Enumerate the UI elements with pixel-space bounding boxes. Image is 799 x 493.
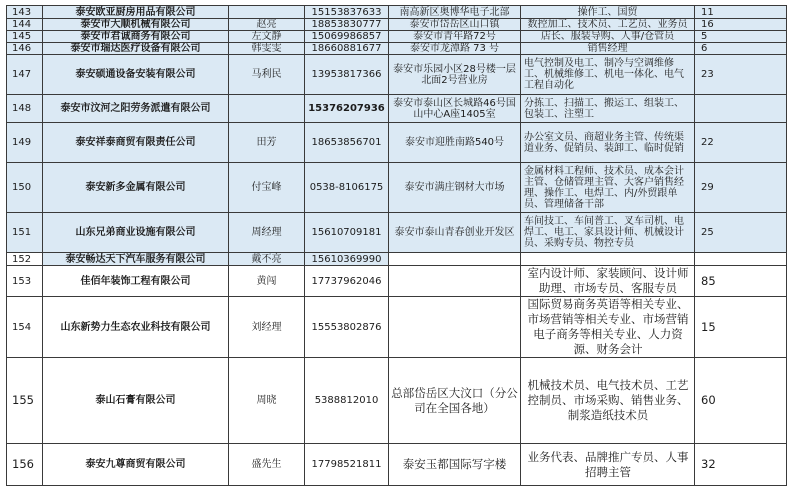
table-row bbox=[7, 95, 787, 123]
row-number: 154 bbox=[7, 297, 43, 358]
phone-number: 17798521811 bbox=[305, 444, 389, 486]
row-number: 145 bbox=[7, 31, 43, 43]
job-positions: 国际贸易商务英语等相关专业、市场营销等相关专业、市场营销电子商务等相关专业、人力资源、财务会计 bbox=[521, 297, 695, 358]
row-number: 155 bbox=[7, 358, 43, 444]
phone-number: 18853830777 bbox=[305, 19, 389, 31]
contact-person bbox=[229, 95, 305, 123]
company-address: 泰安市岱岳区山口镇 bbox=[389, 19, 521, 31]
company-name: 泰安新多金属有限公司 bbox=[43, 163, 229, 213]
company-name: 泰安市君诚商务有限公司 bbox=[43, 31, 229, 43]
company-address bbox=[389, 266, 521, 297]
table-row bbox=[7, 55, 787, 95]
company-name: 泰安硕通设备安装有限公司 bbox=[43, 55, 229, 95]
recruitment-table bbox=[6, 5, 787, 486]
contact-person: 付宝峰 bbox=[229, 163, 305, 213]
company-address: 总部岱岳区大汶口（分公司在全国各地） bbox=[389, 358, 521, 444]
phone-number: 13953817366 bbox=[305, 55, 389, 95]
table-row bbox=[7, 19, 787, 31]
row-number: 151 bbox=[7, 213, 43, 253]
table-row bbox=[7, 444, 787, 486]
company-name: 泰安欧亚厨房用品有限公司 bbox=[43, 6, 229, 19]
phone-number: 15610369990 bbox=[305, 253, 389, 266]
company-address: 泰安市泰山青春创业开发区 bbox=[389, 213, 521, 253]
phone-number: 17737962046 bbox=[305, 266, 389, 297]
contact-person: 周晓 bbox=[229, 358, 305, 444]
phone-number: 15376207936 bbox=[305, 95, 389, 123]
job-positions: 电气控制及电工、制冷与空调维修工、机械维修工、机电一体化、电气工程自动化 bbox=[521, 55, 695, 95]
table-row bbox=[7, 358, 787, 444]
contact-person: 韩雯雯 bbox=[229, 43, 305, 55]
hiring-count: 5 bbox=[695, 31, 787, 43]
row-number: 150 bbox=[7, 163, 43, 213]
company-name: 山东兄弟商业设施有限公司 bbox=[43, 213, 229, 253]
job-positions: 店长、服装导购、人事/仓管员 bbox=[521, 31, 695, 43]
hiring-count: 6 bbox=[695, 43, 787, 55]
company-name: 佳佰年装饰工程有限公司 bbox=[43, 266, 229, 297]
company-name: 泰安市瑞达医疗设备有限公司 bbox=[43, 43, 229, 55]
job-positions: 分拣工、扫描工、搬运工、组装工、包装工、注塑工 bbox=[521, 95, 695, 123]
hiring-count: 23 bbox=[695, 55, 787, 95]
table-row bbox=[7, 253, 787, 266]
hiring-count: 85 bbox=[695, 266, 787, 297]
hiring-count: 32 bbox=[695, 444, 787, 486]
job-positions bbox=[521, 253, 695, 266]
row-number: 156 bbox=[7, 444, 43, 486]
job-positions: 业务代表、品牌推广专员、人事招聘主管 bbox=[521, 444, 695, 486]
phone-number: 15069986857 bbox=[305, 31, 389, 43]
table-row bbox=[7, 123, 787, 163]
row-number: 144 bbox=[7, 19, 43, 31]
company-address: 泰安市泰山区长城路46号国山中心A座1405室 bbox=[389, 95, 521, 123]
hiring-count: 29 bbox=[695, 163, 787, 213]
contact-person: 黄闯 bbox=[229, 266, 305, 297]
hiring-count: 60 bbox=[695, 358, 787, 444]
company-address: 泰安市乐园小区28号楼一层北面2号营业房 bbox=[389, 55, 521, 95]
hiring-count bbox=[695, 253, 787, 266]
contact-person: 盛先生 bbox=[229, 444, 305, 486]
phone-number: 5388812010 bbox=[305, 358, 389, 444]
job-positions: 销售经理 bbox=[521, 43, 695, 55]
contact-person: 马利民 bbox=[229, 55, 305, 95]
table-row bbox=[7, 6, 787, 19]
hiring-count: 16 bbox=[695, 19, 787, 31]
contact-person: 左文静 bbox=[229, 31, 305, 43]
phone-number: 18660881677 bbox=[305, 43, 389, 55]
company-address: 泰安玉都国际写字楼 bbox=[389, 444, 521, 486]
company-name: 泰安市大顺机械有限公司 bbox=[43, 19, 229, 31]
hiring-count: 22 bbox=[695, 123, 787, 163]
contact-person: 周经理 bbox=[229, 213, 305, 253]
company-name: 泰安祥泰商贸有限责任公司 bbox=[43, 123, 229, 163]
phone-number: 18653856701 bbox=[305, 123, 389, 163]
table-row bbox=[7, 213, 787, 253]
table-row bbox=[7, 31, 787, 43]
company-address bbox=[389, 253, 521, 266]
company-address: 泰安市迎胜南路540号 bbox=[389, 123, 521, 163]
table-row bbox=[7, 297, 787, 358]
job-positions: 车间技工、车间普工、叉车司机、电焊工、电工、家具设计师、机械设计员、采购专员、物控专员 bbox=[521, 213, 695, 253]
row-number: 148 bbox=[7, 95, 43, 123]
hiring-count bbox=[695, 95, 787, 123]
company-name: 泰山石膏有限公司 bbox=[43, 358, 229, 444]
company-address: 泰安市满庄钢材大市场 bbox=[389, 163, 521, 213]
row-number: 149 bbox=[7, 123, 43, 163]
row-number: 152 bbox=[7, 253, 43, 266]
company-name: 泰安市汶河之阳劳务派遣有限公司 bbox=[43, 95, 229, 123]
phone-number: 15153837633 bbox=[305, 6, 389, 19]
recruitment-table-container bbox=[6, 5, 787, 486]
job-positions: 机械技术员、电气技术员、工艺控制员、市场采购、销售业务、制浆造纸技术员 bbox=[521, 358, 695, 444]
job-positions: 金属材料工程师、技术员、成本会计主管、仓储管理主管、大客户销售经理、操作工、电焊工、内/外贸跟单员、管理储备干部 bbox=[521, 163, 695, 213]
job-positions: 室内设计师、家装顾问、设计师助理、市场专员、客服专员 bbox=[521, 266, 695, 297]
company-address: 泰安市青年路72号 bbox=[389, 31, 521, 43]
table-row bbox=[7, 266, 787, 297]
contact-person: 刘经理 bbox=[229, 297, 305, 358]
company-name: 泰安九尊商贸有限公司 bbox=[43, 444, 229, 486]
table-row bbox=[7, 43, 787, 55]
hiring-count: 15 bbox=[695, 297, 787, 358]
hiring-count: 11 bbox=[695, 6, 787, 19]
job-positions: 办公室文员、商超业务主管、传统渠道业务、促销员、装卸工、临时促销 bbox=[521, 123, 695, 163]
row-number: 147 bbox=[7, 55, 43, 95]
contact-person: 赵亮 bbox=[229, 19, 305, 31]
row-number: 146 bbox=[7, 43, 43, 55]
job-positions: 操作工、国贸 bbox=[521, 6, 695, 19]
row-number: 153 bbox=[7, 266, 43, 297]
phone-number: 15553802876 bbox=[305, 297, 389, 358]
contact-person: 戴不亮 bbox=[229, 253, 305, 266]
company-name: 泰安畅达天下汽车服务有限公司 bbox=[43, 253, 229, 266]
contact-person bbox=[229, 6, 305, 19]
phone-number: 0538-8106175 bbox=[305, 163, 389, 213]
job-positions: 数控加工、技术员、工艺员、业务员 bbox=[521, 19, 695, 31]
phone-number: 15610709181 bbox=[305, 213, 389, 253]
company-address: 南高新区奥博华电子北部 bbox=[389, 6, 521, 19]
company-address: 泰安市龙潭路 73 号 bbox=[389, 43, 521, 55]
hiring-count: 25 bbox=[695, 213, 787, 253]
contact-person: 田芳 bbox=[229, 123, 305, 163]
table-row bbox=[7, 163, 787, 213]
company-name: 山东新势力生态农业科技有限公司 bbox=[43, 297, 229, 358]
company-address bbox=[389, 297, 521, 358]
row-number: 143 bbox=[7, 6, 43, 19]
